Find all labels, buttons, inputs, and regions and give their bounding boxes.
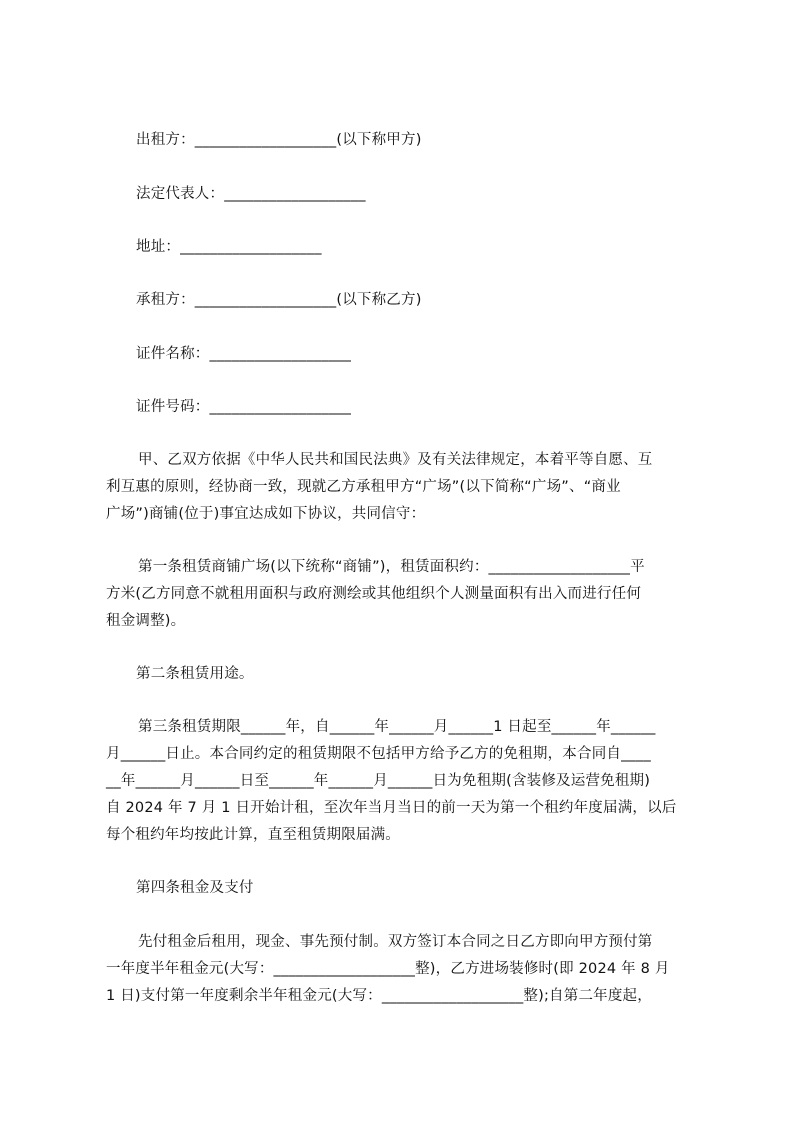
article2-line: 第二条租赁用途。 — [136, 666, 254, 682]
article4-title: 第四条租金及支付 — [136, 880, 254, 896]
id-number-line: 证件号码：___________________ — [136, 399, 352, 415]
article3-line-1: 第三条租赁期限______年，自______年______月______1 日起至______年______ — [138, 719, 656, 735]
preamble-line-1: 甲、乙双方依据《中华人民共和国民法典》及有关法律规定，本着平等自愿、互 — [138, 452, 653, 468]
preamble-line-2: 利互惠的原则，经协商一致，现就乙方承租甲方“广场”(以下简称“广场”、“商业 — [106, 479, 621, 495]
preamble-line-3: 广场”)商铺(位于)事宜达成如下协议，共同信守： — [106, 506, 426, 522]
article4-line-1: 先付租金后租用，现金、事先预付制。双方签订本合同之日乙方即向甲方预付第 — [138, 934, 653, 950]
article1-line-1: 第一条租赁商铺广场(以下统称“商铺”)，租赁面积约：___________________平 — [138, 559, 645, 575]
address-line: 地址：___________________ — [136, 239, 322, 255]
article3-line-4: 自 2024 年 7 月 1 日开始计租，至次年当月当日的前一天为第一个租约年度届满，以后 — [106, 800, 677, 816]
lessee-line: 承租方：___________________(以下称乙方) — [136, 292, 422, 308]
legal-rep-line: 法定代表人：___________________ — [136, 186, 366, 202]
article1-line-2: 方米(乙方同意不就租用面积与政府测绘或其他组织个人测量面积有出入而进行任何 — [106, 586, 642, 602]
article1-line-3: 租金调整)。 — [106, 613, 186, 629]
article3-line-3: __年______月______日至______年______月______日为免租期(含装修及运营免租期) — [106, 773, 651, 789]
article3-line-2: 月______日止。本合同约定的租赁期限不包括甲方给予乙方的免租期，本合同自____ — [106, 746, 651, 762]
article4-line-2: 一年度半年租金元(大写：___________________整)，乙方进场装修时(即 2024 年 8 月 — [106, 961, 670, 977]
article4-line-3: 1 日)支付第一年度剩余半年租金元(大写：___________________整);自第二年度起， — [106, 988, 652, 1004]
lessor-line: 出租方：___________________(以下称甲方) — [136, 132, 422, 148]
article3-line-5: 每个租约年均按此计算，直至租赁期限届满。 — [106, 827, 400, 843]
id-name-line: 证件名称：___________________ — [136, 346, 352, 362]
